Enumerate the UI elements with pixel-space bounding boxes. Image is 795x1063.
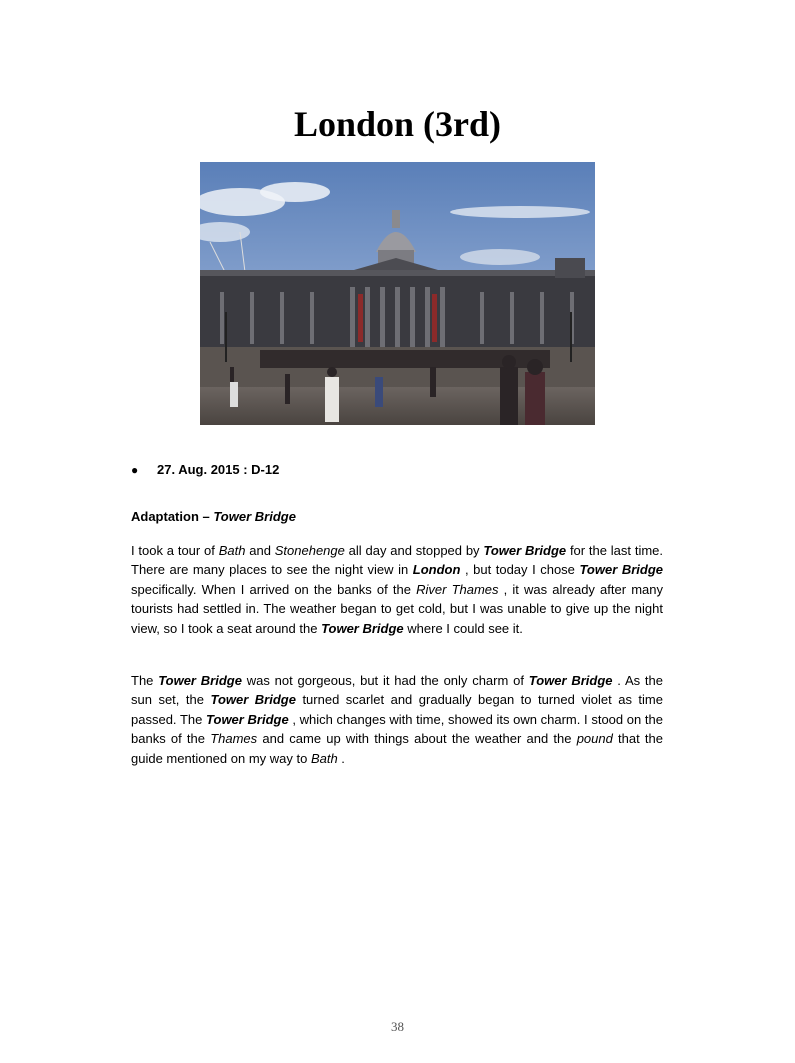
landmark-name: Tower Bridge <box>210 692 296 708</box>
place-name: River Thames <box>416 581 499 597</box>
text-run: all day and stopped by <box>344 543 484 558</box>
text-run: specifically. When I arrived on the banks of the <box>131 581 417 597</box>
text-run: , which changes with time, showed its own charm. I stood on the banks of the <box>131 711 663 747</box>
paragraph-2 <box>131 671 663 768</box>
section-heading <box>131 507 296 527</box>
landmark-name: Tower Bridge <box>579 562 663 578</box>
city-name: London <box>412 562 461 578</box>
place-name: Thames <box>210 731 258 747</box>
bullet-dot-icon: ● <box>131 463 139 477</box>
landmark-name: Tower Bridge <box>483 543 567 558</box>
text-run: and came up with things about the weather and the <box>257 731 577 747</box>
text-run: where I could see it. <box>403 620 523 636</box>
paragraph-1 <box>131 541 663 638</box>
landmark-name: Tower Bridge <box>321 620 404 636</box>
text-run: , it was already after many tourists had settled in. The weather began to get cold, but I was unable to give up the night view, so I took a seat around the <box>131 581 663 636</box>
text-run: for the last time. There are many places to see the night view in <box>131 543 664 578</box>
text-run: was not gorgeous, but it had the only charm of <box>241 673 529 688</box>
date-bullet <box>131 460 279 480</box>
page-title: London (3rd) <box>293 104 502 144</box>
text-run: . As the sun set, the <box>131 673 663 708</box>
text-run: The <box>131 673 159 688</box>
text-run: . <box>337 750 345 766</box>
place-name: Bath <box>218 543 246 558</box>
landmark-name: Tower Bridge <box>206 711 289 727</box>
landmark-name: Tower Bridge <box>528 673 613 688</box>
text-run: I took a tour of <box>131 543 219 558</box>
landmark-name: Tower Bridge <box>158 673 242 688</box>
heading-topic: Tower Bridge <box>213 509 296 524</box>
date-text: 27. Aug. 2015 : D-12 <box>157 462 280 477</box>
text-run: turned scarlet and gradually began to turned violet as time passed. The <box>131 692 663 727</box>
museum-photo <box>200 162 595 425</box>
place-name: Bath <box>310 750 338 766</box>
text-run: and <box>245 543 275 558</box>
text-run: that the guide mentioned on my way to <box>131 731 663 766</box>
text-run: , but today I chose <box>460 562 580 578</box>
place-name: Stonehenge <box>274 543 345 558</box>
heading-label: Adaptation – <box>131 509 214 524</box>
page-number: 38 <box>391 1019 404 1034</box>
currency-name: pound <box>576 731 613 747</box>
